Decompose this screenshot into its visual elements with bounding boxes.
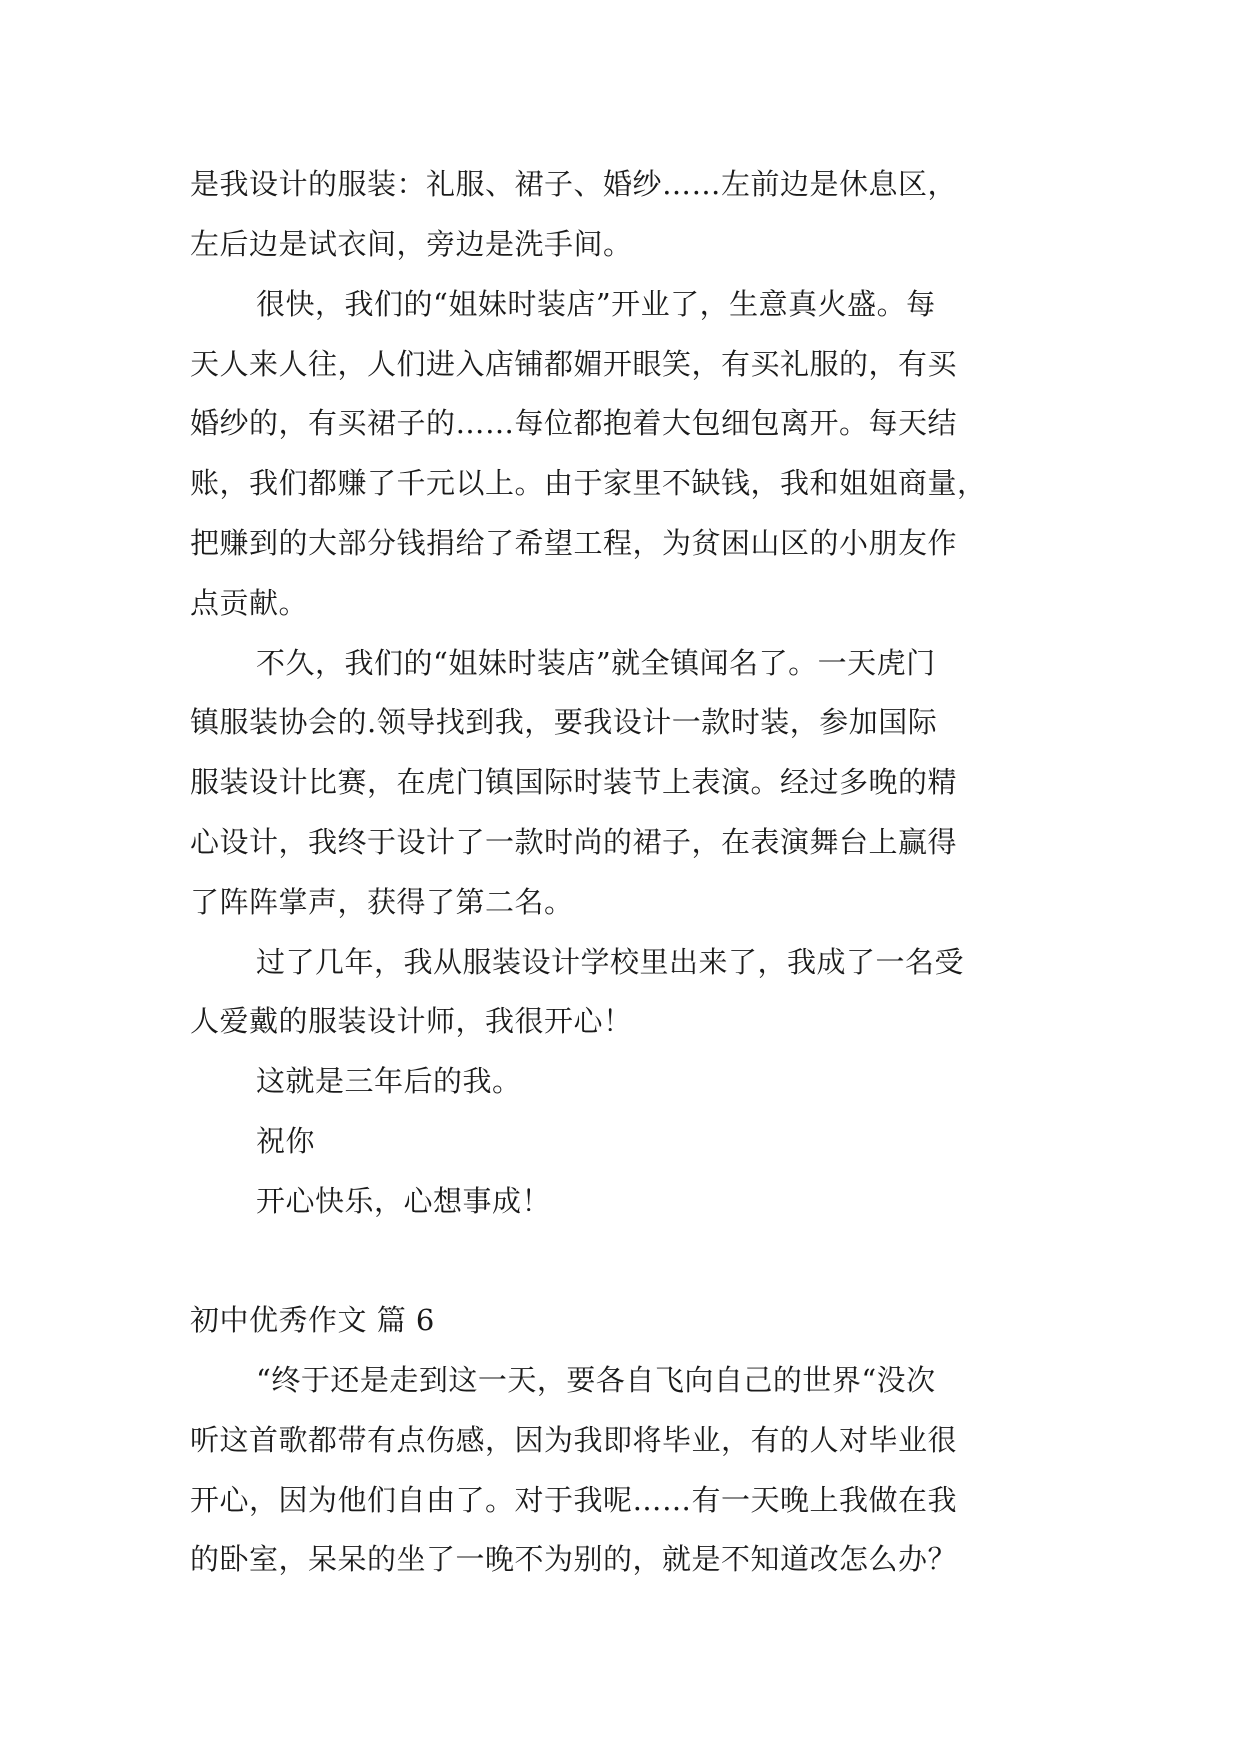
text-line: 开心，因为他们自由了。对于我呢……有一天晚上我做在我 <box>190 1483 958 1517</box>
paragraph-start: 这就是三年后的我。 <box>256 1064 522 1098</box>
paragraph-start: 不久，我们的“姐妹时装店”就全镇闻名了。一天虎门 <box>256 646 936 680</box>
text-line: 左后边是试衣间，旁边是洗手间。 <box>190 227 633 261</box>
text-line: 天人来人往，人们进入店铺都媚开眼笑，有买礼服的，有买 <box>190 347 958 381</box>
text-line: 账，我们都赚了千元以上。由于家里不缺钱，我和姐姐商量， <box>190 466 987 500</box>
text-line: 听这首歌都带有点伤感，因为我即将毕业，有的人对毕业很 <box>190 1423 958 1457</box>
paragraph-start: 很快，我们的“姐妹时装店”开业了，生意真火盛。每 <box>256 287 936 321</box>
text-line: 心设计，我终于设计了一款时尚的裙子，在表演舞台上赢得 <box>190 825 958 859</box>
text-line: 点贡献。 <box>190 586 309 620</box>
text-line: 把赚到的大部分钱捐给了希望工程，为贫困山区的小朋友作 <box>190 526 958 560</box>
text-line: 是我设计的服装：礼服、裙子、婚纱……左前边是休息区， <box>190 167 958 201</box>
greeting-line: 祝你 <box>256 1124 316 1158</box>
text-line: 了阵阵掌声，获得了第二名。 <box>190 885 574 919</box>
text-line: 婚纱的，有买裙子的……每位都抱着大包细包离开。每天结 <box>190 406 958 440</box>
text-line: 的卧室，呆呆的坐了一晚不为别的，就是不知道改怎么办？ <box>190 1542 958 1576</box>
paragraph-start: 过了几年，我从服装设计学校里出来了，我成了一名受 <box>256 945 965 979</box>
section-heading: 初中优秀作文 篇 6 <box>190 1303 435 1337</box>
text-line: 人爱戴的服装设计师，我很开心！ <box>190 1004 633 1038</box>
closing-line: 开心快乐，心想事成！ <box>256 1184 552 1218</box>
paragraph-start: “终于还是走到这一天，要各自飞向自己的世界“没次 <box>256 1363 936 1397</box>
text-line: 服装设计比赛，在虎门镇国际时装节上表演。经过多晚的精 <box>190 765 958 799</box>
text-line: 镇服装协会的.领导找到我，要我设计一款时装，参加国际 <box>190 705 938 739</box>
